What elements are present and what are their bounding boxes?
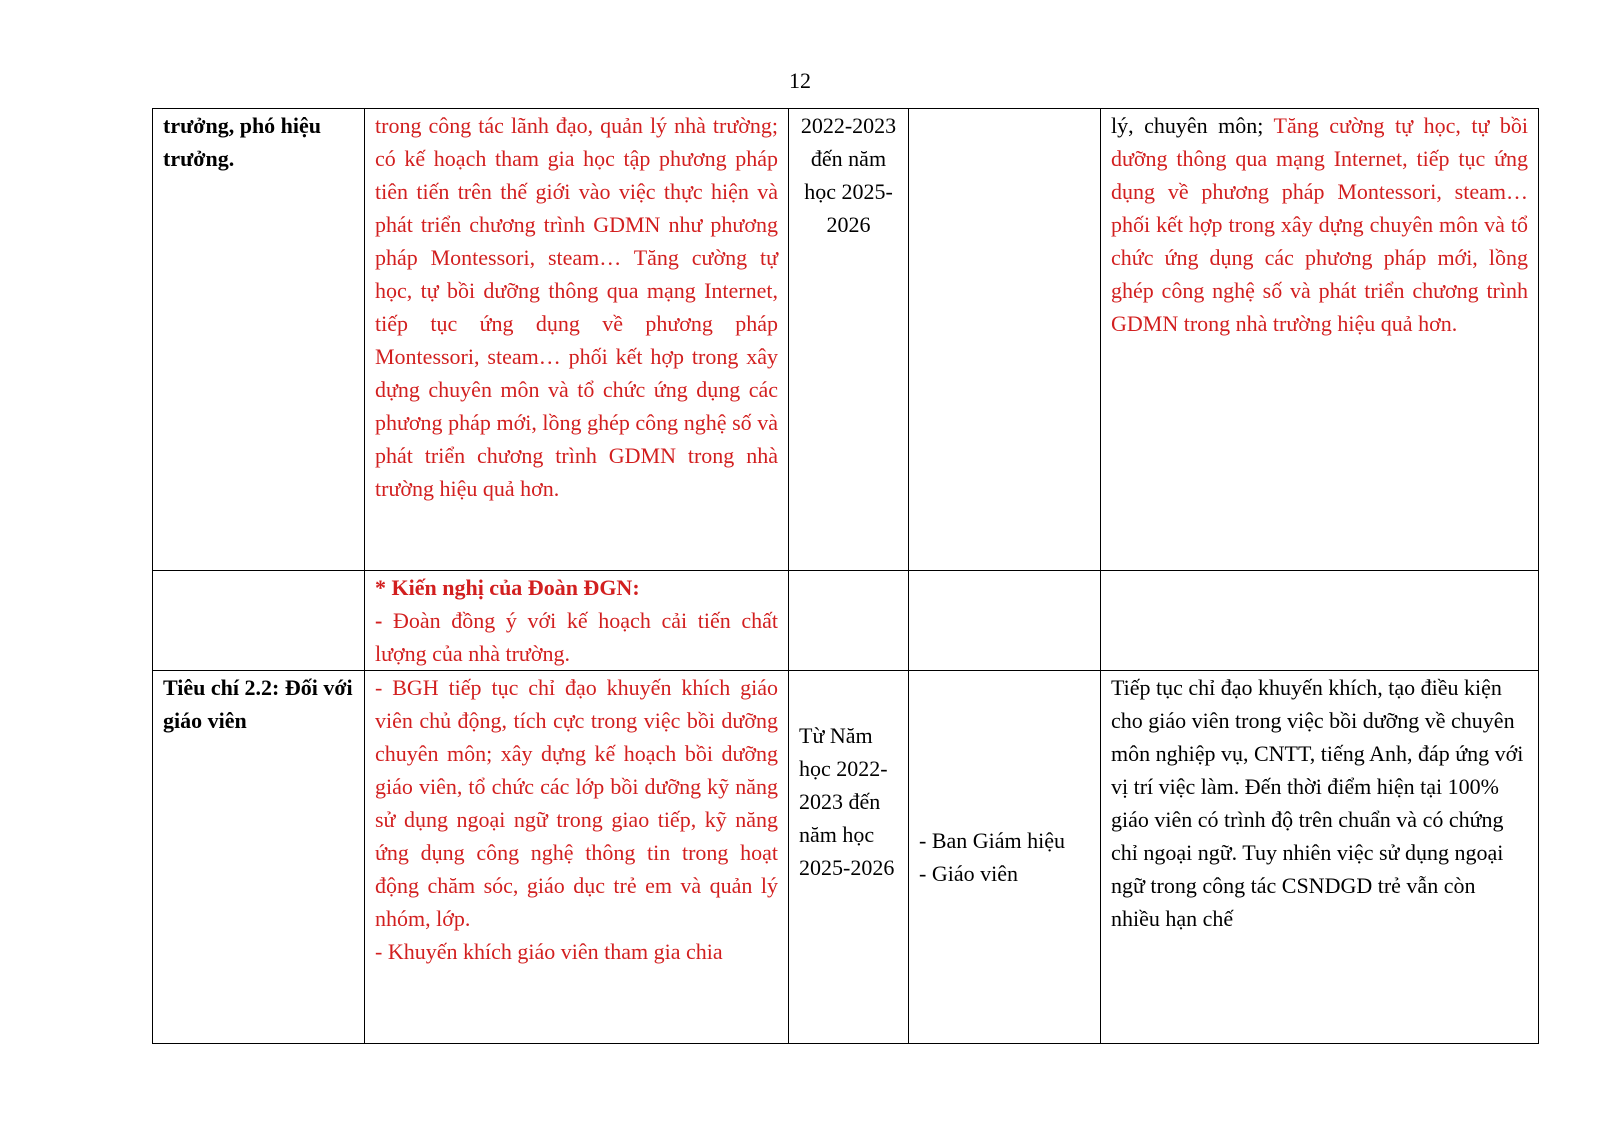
recommendation-text: Đoàn đồng ý với kế hoạch cải tiến chất lượng của nhà trường. (375, 608, 778, 666)
result-text-red: Tăng cường tự học, tự bồi dưỡng thông qua mạng Internet, tiếp tục ứng dụng về phương pháp Montessori, steam… phối kết hợp trong xây dựng chuyên môn và tổ chức ứng dụng các phương pháp mới, lồng ghép công nghệ số và phát triển chương trình GDMN trong nhà trường hiệu quả hơn. (1111, 113, 1529, 336)
table-row (153, 571, 1539, 671)
criterion-text: Tiêu chí 2.2: Đối với giáo viên (163, 675, 353, 733)
time-cell (789, 109, 909, 571)
recommendation-dash: - (375, 608, 383, 633)
measures-text: trong công tác lãnh đạo, quản lý nhà trường; có kế hoạch tham gia học tập phương pháp tiên tiến trên thế giới vào việc thực hiện và phát triển chương trình GDMN như phương pháp Montessori, steam… Tăng cường tự học, tự bồi dưỡng thông qua mạng Internet, tiếp tục ứng dụng về phương pháp Montessori, steam… phối kết hợp trong xây dựng chuyên môn và tổ chức ứng dụng các phương pháp mới, lồng ghép công nghệ số và phát triển chương trình GDMN trong nhà trường hiệu quả hơn. (375, 113, 778, 501)
measures-cell (365, 109, 789, 571)
measures-cell (365, 671, 789, 1044)
empty-cell (789, 571, 909, 671)
result-text: Tiếp tục chỉ đạo khuyến khích, tạo điều kiện cho giáo viên trong việc bồi dưỡng về chuyên môn nghiệp vụ, CNTT, tiếng Anh, đáp ứng với vị trí việc làm. Đến thời điểm hiện tại 100% giáo viên có trình độ trên chuẩn và có chứng chỉ ngoại ngữ. Tuy nhiên việc sử dụng ngoại ngữ trong công tác CSNDGD trẻ vẫn còn nhiều hạn chế (1111, 675, 1524, 931)
table-row (153, 671, 1539, 1044)
empty-cell (909, 571, 1101, 671)
criterion-cell (153, 109, 365, 571)
criterion-text: trưởng, phó hiệu trưởng. (163, 113, 322, 171)
table-row (153, 109, 1539, 571)
empty-cell (1101, 571, 1539, 671)
improvement-plan-table (152, 108, 1539, 1044)
time-cell (789, 671, 909, 1044)
result-text-black: lý, chuyên môn; (1111, 113, 1274, 138)
responsible-item: - Giáo viên (919, 861, 1018, 886)
recommendation-cell (365, 571, 789, 671)
responsible-cell (909, 671, 1101, 1044)
responsible-item: - Ban Giám hiệu (919, 828, 1066, 853)
criterion-cell (153, 671, 365, 1044)
recommendation-heading: * Kiến nghị của Đoàn ĐGN: (375, 575, 640, 600)
page-number: 12 (789, 68, 811, 93)
result-cell (1101, 109, 1539, 571)
measures-text: - BGH tiếp tục chỉ đạo khuyến khích giáo viên chủ động, tích cực trong việc bồi dưỡng chuyên môn; xây dựng kế hoạch bồi dưỡng giáo viên, tổ chức các lớp bồi dưỡng kỹ năng sử dụng ngoại ngữ trong giao tiếp, kỹ năng ứng dụng công nghệ thông tin trong hoạt động chăm sóc, giáo dục trẻ em và quản lý nhóm, lớp. (375, 675, 778, 931)
time-text: 2022-2023 đến năm học 2025-2026 (800, 113, 897, 237)
time-text: Từ Năm học 2022-2023 đến năm học 2025-2026 (799, 723, 895, 880)
responsible-cell (909, 109, 1101, 571)
empty-cell (153, 571, 365, 671)
result-cell (1101, 671, 1539, 1044)
measures-text-continued: - Khuyến khích giáo viên tham gia chia (375, 939, 723, 964)
